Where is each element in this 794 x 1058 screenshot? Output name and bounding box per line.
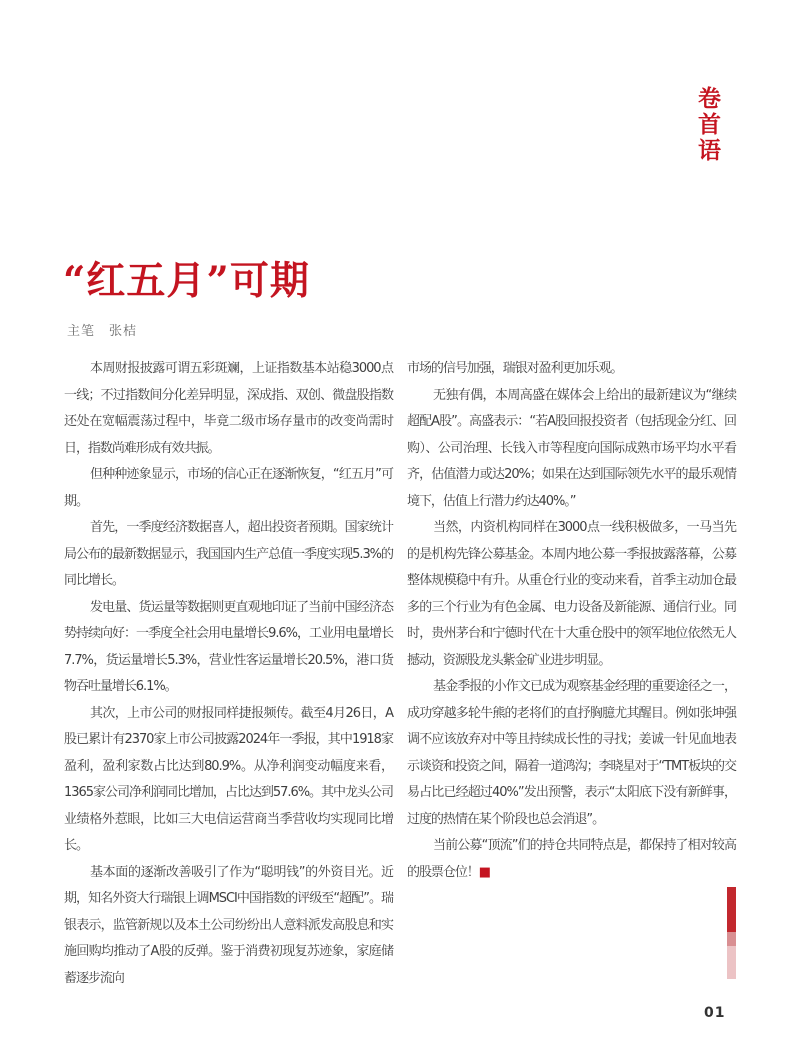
- page-accent-bar: [727, 887, 736, 979]
- paragraph: [407, 833, 736, 886]
- page-number: 01: [704, 1005, 726, 1021]
- article-end-mark: ■: [478, 864, 491, 880]
- paragraph: 其次，上市公司的财报同样捷报频传。截至4月26日，A股已累计有2370家上市公司披露2024年一季报，其中1918家盈利，盈利家数占比达到80.9%。从净利润变动幅度来看，1365家公司净利润同比增加，占比达到57.6%。其中龙头公司业绩格外惹眼，比如三大电信运营商当季营收均实现同比增长。: [64, 705, 393, 853]
- left-column: [64, 356, 393, 992]
- paragraph: 首先，一季度经济数据喜人，超出投资者预期。国家统计局公布的最新数据显示，我国国内生产总值一季度实现5.3%的同比增长。: [64, 520, 393, 588]
- paragraph: 基金季报的小作文已成为观察基金经理的重要途径之一，成功穿越多轮牛熊的老将们的直抒胸臆尤其醒目。例如张坤强调不应该放弃对中等且持续成长性的寻找；姜诚一针见血地表示谈资和投资之间，隔着一道鸿沟；李晓星对于“TMT板块的交易占比已经超过40%”发出预警，表示“太阳底下没有新鲜事，过度的热情在某个阶段也总会消退”。: [407, 679, 736, 827]
- article-body: [64, 356, 736, 992]
- accent-bar-segment-mid: [727, 932, 736, 946]
- accent-bar-segment-dark: [727, 887, 736, 932]
- accent-bar-segment-light: [727, 946, 736, 979]
- paragraph: 当然，内资机构同样在3000点一线积极做多，一马当先的是机构先锋公募基金。本周内地公募一季报披露落幕，公募整体规模稳中有升。从重仓行业的变动来看，首季主动加仓最多的三个行业为有色金属、电力设备及新能源、通信行业。同时，贵州茅台和宁德时代在十大重仓股中的领军地位依然无人撼动，资源股龙头紫金矿业进步明显。: [407, 520, 736, 668]
- paragraph-continuation: 市场的信号加强，瑞银对盈利更加乐观。: [407, 361, 623, 376]
- right-column: [407, 356, 736, 992]
- paragraph: 但种种迹象显示，市场的信心正在逐渐恢复，“红五月”可期。: [64, 467, 393, 509]
- byline: 主笔 张桔: [67, 324, 138, 339]
- paragraph: 发电量、货运量等数据则更直观地印证了当前中国经济态势持续向好：一季度全社会用电量增长9.6%，工业用电量增长7.7%，货运量增长5.3%，营业性客运量增长20.5%，港口货物吞吐量增长6.1%。: [64, 599, 393, 694]
- section-label-vertical: 卷首语: [694, 86, 721, 164]
- paragraph: 基本面的逐渐改善吸引了作为“聪明钱”的外资目光。近期，知名外资大行瑞银上调MSCI中国指数的评级至“超配”。瑞银表示，监管新规以及本土公司纷纷出人意料派发高股息和实施回购均推动了A股的反弹。鉴于消费初现复苏迹象，家庭储蓄逐步流向: [64, 864, 393, 986]
- paragraph: 本周财报披露可谓五彩斑斓，上证指数基本站稳3000点一线；不过指数间分化差异明显，深成指、双创、微盘股指数还处在宽幅震荡过程中，毕竟二级市场存量市的改变尚需时日，指数尚难形成有效共振。: [64, 361, 393, 456]
- article-title: “红五月”可期: [63, 258, 310, 304]
- paragraph: 无独有偶，本周高盛在媒体会上给出的最新建议为“继续超配A股”。高盛表示：“若A股回报投资者（包括现金分红、回购）、公司治理、长钱入市等程度向国际成熟市场平均水平看齐，估值潜力或达20%；如果在达到国际领先水平的最乐观情境下，估值上行潜力约达40%。”: [407, 387, 736, 509]
- paragraph-text: 当前公募“顶流”们的持仓共同特点是，都保持了相对较高的股票仓位！: [407, 838, 736, 880]
